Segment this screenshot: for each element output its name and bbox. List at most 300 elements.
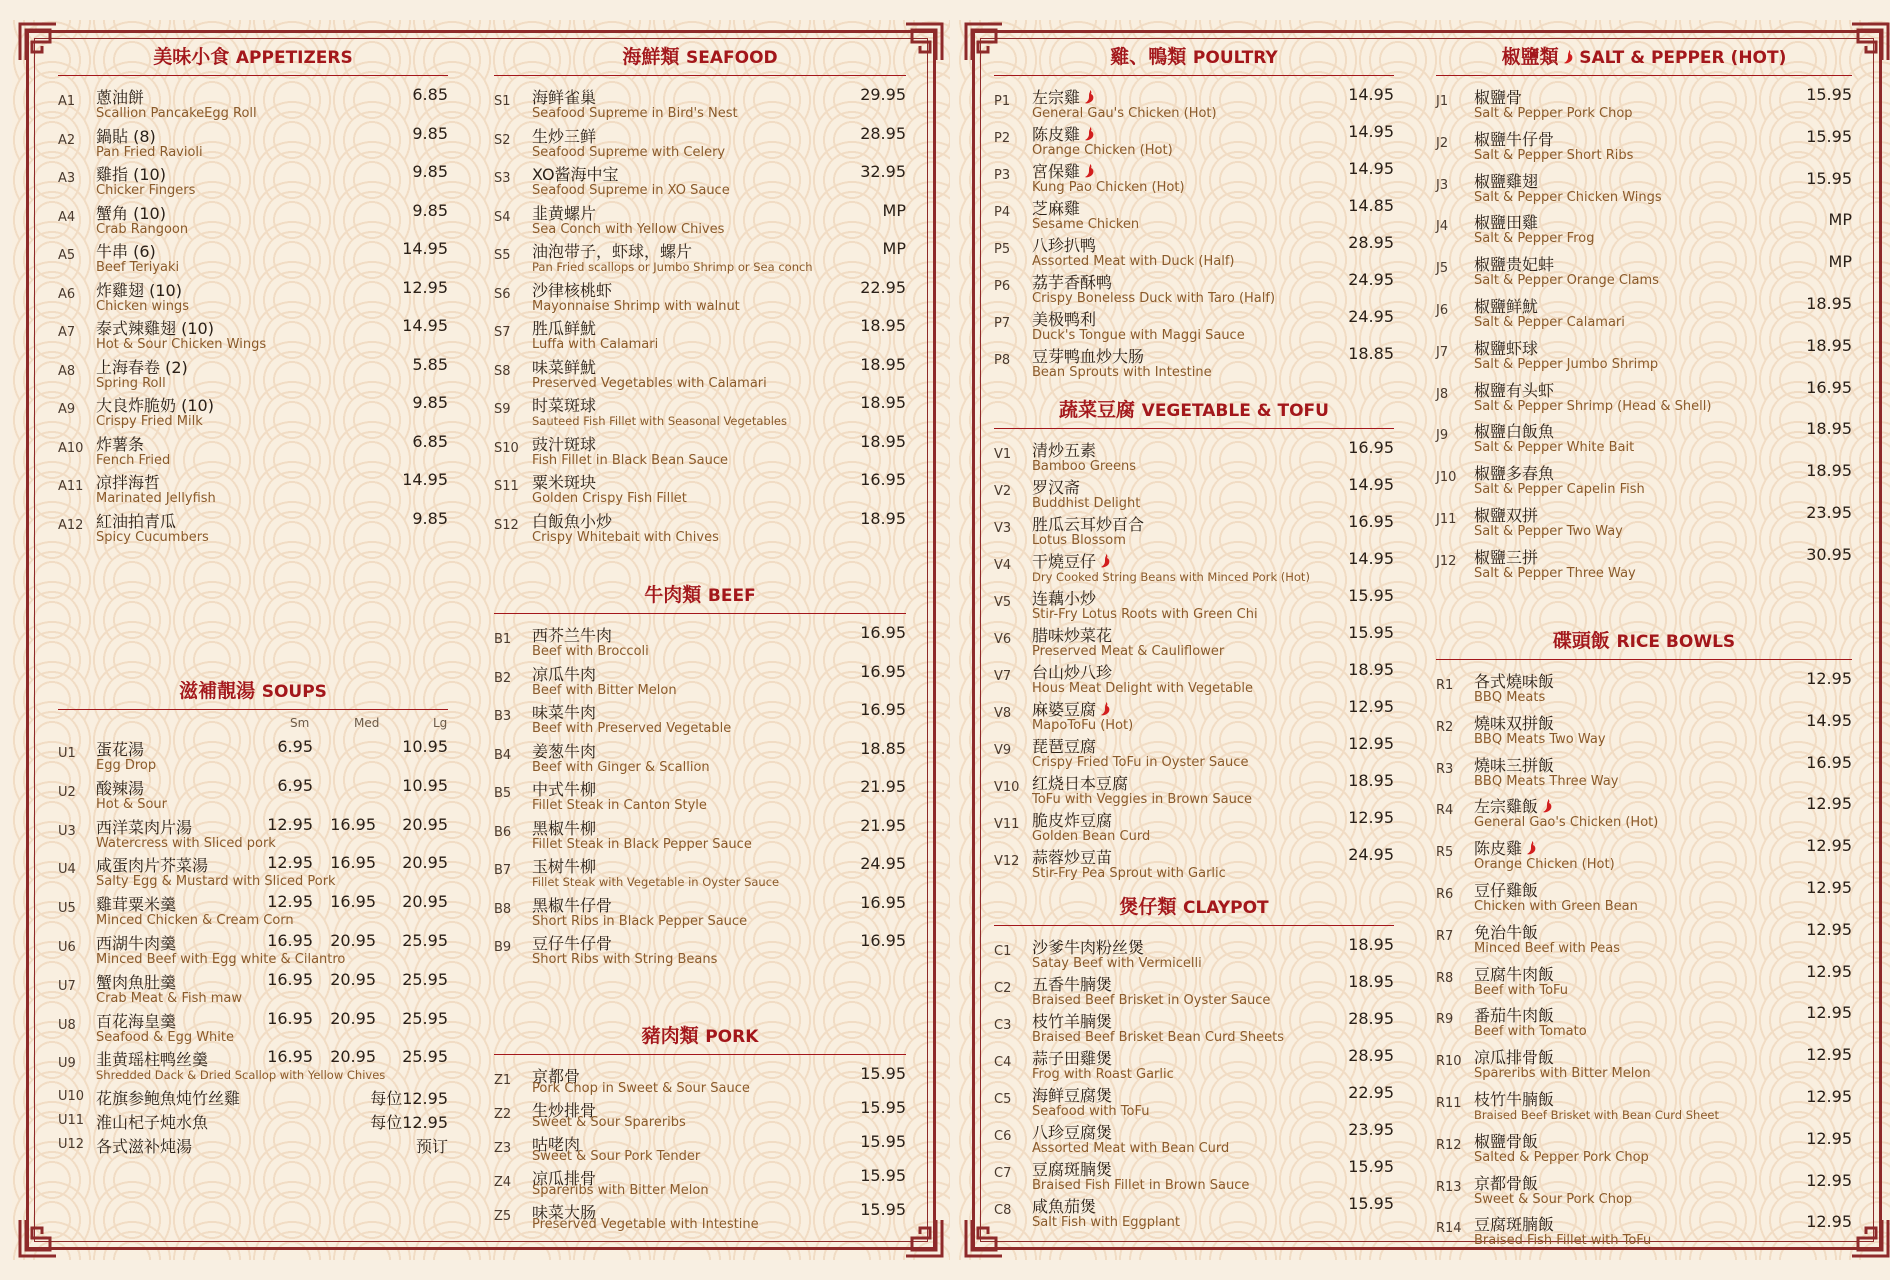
item-name-zh-text: 蔥油餅: [96, 88, 145, 107]
item-name-zh: [1032, 475, 1080, 498]
menu-item[interactable]: [994, 1006, 1394, 1043]
item-name-zh: [532, 623, 612, 646]
item-name-en: Preserved Vegetables with Calamari: [532, 375, 767, 391]
item-name-zh-text: 蒜子田雞煲: [1032, 1049, 1113, 1068]
section-title: 雞、鴨類 POULTRY: [1110, 46, 1278, 68]
item-code: U12: [58, 1137, 85, 1153]
price-medium: 20.95: [330, 969, 376, 989]
menu-item[interactable]: [1436, 249, 1852, 291]
item-name-en: Minced Chicken & Cream Corn: [96, 913, 294, 929]
menu-item[interactable]: [494, 313, 906, 352]
divider: [494, 75, 906, 76]
item-name-zh-text: 时菜斑球: [532, 396, 597, 415]
item-name-zh-text: 椒鹽有头虾: [1474, 380, 1555, 400]
menu-item[interactable]: [994, 230, 1394, 267]
item-name-en: Kung Pao Chicken (Hot): [1032, 180, 1185, 195]
menu-item[interactable]: [994, 768, 1394, 805]
menu-item[interactable]: [1436, 375, 1852, 417]
item-name-zh: [1032, 85, 1094, 108]
item-price: 15.95: [1806, 126, 1852, 146]
item-name-en: Watercress with Sliced pork: [96, 835, 276, 851]
item-code: U9: [58, 1056, 76, 1072]
item-name-zh-text: 豆腐牛肉飯: [1474, 964, 1555, 984]
item-name-en: Salty Egg & Mustard with Sliced Pork: [96, 874, 336, 890]
item-code: V4: [994, 558, 1012, 573]
item-price: 12.95: [1806, 1045, 1852, 1065]
soup-item[interactable]: [58, 1044, 448, 1083]
item-name-zh-text: 雞指 (10): [96, 165, 166, 184]
item-price: 15.95: [1806, 168, 1852, 188]
item-name-zh: [1032, 270, 1112, 293]
item-name-zh-text: 豆腐斑腩飯: [1474, 1215, 1555, 1235]
menu-item[interactable]: [1436, 542, 1852, 584]
item-code: P4: [994, 205, 1011, 220]
chili-pepper-icon: [1563, 50, 1573, 64]
item-name-zh: [1032, 438, 1096, 461]
menu-item[interactable]: [1436, 82, 1852, 124]
price-small: 16.95: [267, 1047, 313, 1067]
size-header: [58, 716, 448, 734]
item-name-zh: [532, 393, 596, 416]
menu-item[interactable]: [1436, 124, 1852, 166]
section-title: 美味小食 APPETIZERS: [153, 46, 353, 68]
price-large: 25.95: [402, 1047, 448, 1067]
menu-item[interactable]: [58, 121, 448, 160]
item-price: 15.95: [860, 1200, 906, 1219]
menu-item[interactable]: [58, 159, 448, 198]
item-code: Z3: [494, 1141, 512, 1156]
section-seafood: [494, 44, 906, 544]
item-name-zh: [1474, 336, 1538, 359]
price-medium: 16.95: [330, 814, 376, 834]
menu-item[interactable]: [994, 842, 1394, 879]
item-price: 12.95: [1806, 961, 1852, 981]
soup-item[interactable]: [58, 928, 448, 967]
item-name-zh: [532, 432, 596, 455]
menu-item[interactable]: [1436, 959, 1852, 1001]
item-name-en: Beef with Ginger & Scallion: [532, 759, 710, 775]
item-code: A1: [58, 94, 76, 109]
item-name-en: Fish Fillet in Black Bean Sauce: [532, 452, 729, 468]
menu-item[interactable]: [994, 472, 1394, 509]
menu-item[interactable]: [994, 731, 1394, 768]
item-name-en: Hous Meat Delight with Vegetable: [1032, 681, 1254, 696]
item-price: 14.85: [1348, 196, 1394, 215]
soup-item[interactable]: [58, 812, 448, 851]
item-name-zh: [1032, 549, 1110, 572]
item-name-zh-text: 枝竹牛腩飯: [1474, 1089, 1555, 1109]
divider: [58, 75, 448, 76]
menu-item[interactable]: [494, 851, 906, 890]
menu-item[interactable]: [994, 304, 1394, 341]
menu-item[interactable]: [494, 697, 906, 736]
menu-item[interactable]: [994, 435, 1394, 472]
menu-item[interactable]: [994, 1117, 1394, 1154]
menu-item[interactable]: [58, 506, 448, 545]
menu-item[interactable]: [994, 620, 1394, 657]
price-medium: 20.95: [330, 930, 376, 950]
item-price: 16.95: [860, 470, 906, 489]
item-code: P3: [994, 168, 1011, 183]
item-code: S8: [494, 363, 511, 379]
item-price: 12.95: [402, 277, 448, 297]
menu-item[interactable]: [994, 694, 1394, 731]
menu-item[interactable]: [58, 275, 448, 314]
item-name-zh: [532, 662, 596, 685]
price-large: 20.95: [402, 853, 448, 873]
menu-item[interactable]: [994, 805, 1394, 842]
item-name-zh: [1474, 878, 1538, 901]
item-name-en: Beef with Preserved Vegetable: [532, 721, 732, 736]
item-code: R11: [1436, 1095, 1462, 1111]
menu-item[interactable]: [494, 506, 906, 545]
item-code: C2: [994, 981, 1012, 996]
menu-item[interactable]: [994, 82, 1394, 119]
item-name-en: Sea Conch with Yellow Chives: [532, 221, 725, 237]
item-code: B1: [494, 632, 512, 647]
item-code: S9: [494, 402, 511, 417]
item-name-en: Frog with Roast Garlic: [1032, 1067, 1174, 1082]
item-price: 15.95: [1348, 1194, 1394, 1213]
item-name-zh: [1032, 1120, 1112, 1143]
menu-item[interactable]: [494, 352, 906, 391]
item-name-zh-text: 凉拌海哲: [96, 473, 161, 492]
menu-item[interactable]: [494, 1163, 906, 1197]
item-code: A12: [58, 517, 84, 533]
item-name-zh-text: 生炒排骨: [532, 1101, 597, 1120]
item-name-zh: [532, 278, 612, 301]
menu-item[interactable]: [494, 159, 906, 198]
item-price: 16.95: [1348, 438, 1394, 457]
item-name-en: Salted & Pepper Pork Chop: [1474, 1149, 1649, 1165]
item-name-en: Duck's Tongue with Maggi Sauce: [1032, 328, 1245, 343]
item-name-en: Buddhist Delight: [1032, 496, 1141, 511]
menu-item[interactable]: [494, 928, 906, 967]
menu-item[interactable]: [494, 736, 906, 775]
menu-item[interactable]: [1436, 458, 1852, 500]
item-price: 28.95: [1348, 233, 1394, 252]
menu-item[interactable]: [1436, 750, 1852, 792]
item-name-en: Stir-Fry Lotus Roots with Green Chi: [1032, 607, 1258, 622]
item-code: V12: [994, 854, 1020, 869]
menu-item[interactable]: [1436, 1000, 1852, 1042]
menu-item[interactable]: [58, 429, 448, 468]
item-name-en: Satay Beef with Vermicelli: [1032, 956, 1202, 971]
menu-item[interactable]: [494, 82, 906, 121]
item-name-en: Fench Fried: [96, 452, 171, 468]
menu-item[interactable]: [994, 583, 1394, 620]
chili-pepper-icon: [1542, 799, 1552, 813]
item-name-zh: [532, 124, 596, 147]
item-name-zh-text: 红烧日本豆腐: [1032, 774, 1129, 793]
item-name-zh-text: 牛串 (6): [96, 242, 156, 261]
item-price: 16.95: [1806, 752, 1852, 772]
price-small: 16.95: [267, 930, 313, 950]
menu-item[interactable]: [1436, 1209, 1852, 1251]
menu-item[interactable]: [1436, 166, 1852, 208]
divider: [994, 75, 1394, 76]
menu-item[interactable]: [494, 275, 906, 314]
item-code: B9: [494, 940, 512, 955]
menu-item[interactable]: [58, 198, 448, 237]
section-poultry: [994, 44, 1394, 378]
item-name-en: Braised Beef Brisket in Oyster Sauce: [1032, 993, 1271, 1008]
item-name-zh-text: 粟米斑块: [532, 473, 597, 492]
item-code: C5: [994, 1092, 1012, 1107]
menu-item[interactable]: [1436, 207, 1852, 249]
item-price: 16.95: [860, 700, 906, 719]
menu-item[interactable]: [58, 352, 448, 391]
item-price: 18.95: [860, 508, 906, 528]
item-name-zh: [1474, 794, 1552, 817]
item-name-en: Sesame Chicken: [1032, 217, 1140, 232]
item-code: V8: [994, 706, 1012, 721]
item-code: R6: [1436, 886, 1454, 902]
item-name-en: General Gau's Chicken (Hot): [1032, 106, 1217, 121]
menu-item[interactable]: [58, 236, 448, 275]
item-code: P7: [994, 316, 1011, 331]
item-name-zh: [1032, 771, 1128, 794]
item-code: Z5: [494, 1209, 512, 1224]
menu-item[interactable]: [994, 1080, 1394, 1117]
item-code: R12: [1436, 1137, 1462, 1153]
item-price: 14.95: [1348, 159, 1394, 178]
soup-extra-item[interactable]: [58, 1083, 448, 1107]
menu-item[interactable]: [1436, 875, 1852, 917]
section-title: 牛肉類 BEEF: [644, 584, 756, 606]
soup-item[interactable]: [58, 734, 448, 773]
item-code: S7: [494, 325, 511, 340]
menu-item[interactable]: [494, 1095, 906, 1129]
menu-item[interactable]: [494, 429, 906, 468]
menu-item[interactable]: [494, 890, 906, 929]
item-name-zh-text: 连藕小炒: [1032, 589, 1097, 608]
menu-item[interactable]: [1436, 666, 1852, 708]
chili-pepper-icon: [1526, 841, 1536, 855]
item-name-zh: [1474, 1003, 1554, 1026]
item-name-zh-text: 罗汉斋: [1032, 478, 1081, 497]
item-name-zh-text: 台山炒八珍: [1032, 663, 1113, 682]
item-price: 14.95: [1348, 475, 1394, 494]
item-name-en: Assorted Meat with Bean Curd: [1032, 1141, 1230, 1156]
menu-item[interactable]: [994, 657, 1394, 694]
menu-item[interactable]: [994, 119, 1394, 156]
soup-item[interactable]: [58, 850, 448, 889]
menu-item[interactable]: [494, 1061, 906, 1095]
menu-item[interactable]: [1436, 1126, 1852, 1168]
menu-item[interactable]: [1436, 1042, 1852, 1084]
chili-pepper-icon: [1084, 164, 1094, 178]
menu-item[interactable]: [994, 546, 1394, 583]
item-name-en: Salt & Pepper Pork Chop: [1474, 106, 1633, 121]
item-name-en: Salt & Pepper Jumbo Shrimp: [1474, 356, 1659, 372]
menu-item[interactable]: [994, 969, 1394, 1006]
item-name-en: Salt & Pepper Frog: [1474, 231, 1595, 247]
item-name-en: Seafood & Egg White: [96, 1029, 235, 1045]
menu-item[interactable]: [994, 509, 1394, 546]
item-price: 24.95: [1348, 845, 1394, 864]
item-price: 12.95: [1348, 697, 1394, 716]
menu-item[interactable]: [494, 390, 906, 429]
item-code: R8: [1436, 970, 1454, 986]
item-price: 12.95: [1348, 808, 1394, 827]
soup-item[interactable]: [58, 967, 448, 1006]
item-name-zh: [1032, 808, 1112, 831]
item-name-zh-text: 蟹角 (10): [96, 203, 166, 223]
item-name-zh: [1474, 503, 1538, 526]
menu-item[interactable]: [494, 467, 906, 506]
menu-item[interactable]: [58, 313, 448, 352]
section-appetizers: [58, 44, 448, 544]
menu-item[interactable]: [1436, 416, 1852, 458]
menu-item[interactable]: [1436, 500, 1852, 542]
item-name-zh-text: 麻婆豆腐: [1032, 700, 1097, 719]
item-name-zh-text: 味菜大肠: [532, 1203, 597, 1222]
item-name-zh: 雞茸粟米羹: [96, 895, 177, 915]
item-name-zh: [532, 85, 596, 108]
item-name-zh: [532, 854, 596, 877]
item-price: 18.95: [1348, 771, 1394, 790]
soup-item[interactable]: [58, 889, 448, 928]
item-name-zh-text: 椒鹽鲜魷: [1474, 296, 1539, 316]
item-price: MP: [882, 239, 906, 258]
item-name-zh: [1032, 660, 1112, 683]
menu-item[interactable]: [994, 267, 1394, 304]
item-name-en: BBQ Meats Three Way: [1474, 773, 1619, 789]
item-name-en: Assorted Meat with Duck (Half): [1032, 254, 1235, 269]
menu-item[interactable]: [994, 932, 1394, 969]
item-code: S12: [494, 517, 519, 533]
item-name-en: Seafood with ToFu: [1032, 1104, 1150, 1119]
menu-item[interactable]: [494, 774, 906, 813]
item-price: 12.95: [1806, 877, 1852, 897]
item-price: 12.95: [1348, 734, 1394, 753]
menu-item[interactable]: [1436, 291, 1852, 333]
item-name-en: Crab Rangoon: [96, 221, 189, 237]
item-name-en: Salt & Pepper Two Way: [1474, 523, 1623, 539]
menu-item[interactable]: [994, 156, 1394, 193]
item-code: B7: [494, 863, 512, 878]
menu-item[interactable]: [994, 1154, 1394, 1191]
item-name-zh-text: 上海春卷 (2): [96, 357, 188, 377]
item-name-en: Braised Beef Brisket with Bean Curd Sheet: [1474, 1107, 1719, 1122]
menu-item[interactable]: [1436, 708, 1852, 750]
item-code: P6: [994, 279, 1011, 294]
item-name-en: Hot & Sour Chicken Wings: [96, 337, 267, 352]
item-name-en: Lotus Blossom: [1032, 533, 1126, 548]
divider: [494, 1054, 906, 1055]
item-price: 18.95: [860, 354, 906, 374]
item-name-zh: 酸辣湯: [96, 778, 145, 798]
item-price: 18.95: [1806, 335, 1852, 355]
item-name-zh: 蟹肉魚肚羹: [96, 972, 177, 992]
soup-extra-item[interactable]: [58, 1107, 448, 1131]
item-price: 22.95: [860, 277, 906, 297]
item-name-zh-text: 陈皮雞: [1474, 839, 1523, 859]
item-name-zh: [1474, 378, 1554, 401]
section-pork: [494, 1023, 906, 1231]
menu-item[interactable]: [494, 1129, 906, 1163]
menu-item[interactable]: [58, 82, 448, 121]
menu-item[interactable]: [1436, 1084, 1852, 1126]
item-code: R13: [1436, 1179, 1462, 1195]
menu-item[interactable]: [494, 121, 906, 160]
item-code: R5: [1436, 845, 1454, 861]
item-code: J11: [1436, 511, 1457, 527]
corner-ornament: [902, 1216, 946, 1260]
item-code: V1: [994, 447, 1012, 462]
menu-item[interactable]: [1436, 833, 1852, 875]
item-name-zh-text: 鍋貼 (8): [96, 126, 156, 146]
item-name-en: Salt & Pepper Three Way: [1474, 565, 1636, 581]
menu-item[interactable]: [494, 659, 906, 698]
item-name-en: Salt & Pepper Orange Clams: [1474, 273, 1659, 289]
item-name-zh: [96, 162, 166, 185]
item-code: C3: [994, 1018, 1012, 1033]
item-name-zh-text: 椒鹽白飯魚: [1474, 422, 1555, 442]
menu-item[interactable]: [1436, 1168, 1852, 1210]
item-name-zh: [96, 355, 188, 378]
corner-ornament: [902, 20, 946, 64]
item-name-zh: [1474, 669, 1554, 692]
price-small: 16.95: [267, 1008, 313, 1028]
item-name-zh-text: 黑椒牛柳: [532, 818, 597, 838]
menu-item[interactable]: [494, 620, 906, 659]
item-name-zh: [1032, 196, 1080, 219]
menu-item[interactable]: [494, 236, 906, 275]
menu-item[interactable]: [994, 1043, 1394, 1080]
menu-item[interactable]: [994, 1191, 1394, 1228]
item-price: 12.95: [1806, 794, 1852, 814]
menu-item[interactable]: [494, 198, 906, 237]
item-name-zh-text: 咸魚茄煲: [1032, 1197, 1097, 1216]
item-name-en: BBQ Meats: [1474, 690, 1546, 705]
item-code: J8: [1436, 386, 1449, 402]
item-price: 12.95: [1806, 1170, 1852, 1190]
item-code: A2: [58, 132, 76, 148]
item-name-zh-text: 椒鹽多春魚: [1474, 464, 1555, 484]
section-title: 豬肉類 PORK: [641, 1025, 759, 1047]
menu-item[interactable]: [58, 467, 448, 506]
item-name-zh: [96, 432, 144, 455]
item-name-zh: [1474, 1171, 1538, 1194]
soup-item[interactable]: [58, 773, 448, 812]
soup-item[interactable]: [58, 1006, 448, 1045]
item-code: C7: [994, 1166, 1012, 1181]
item-code: S11: [494, 479, 519, 494]
item-name-zh: [1474, 962, 1554, 985]
menu-item[interactable]: [1436, 917, 1852, 959]
item-price: 18.95: [860, 431, 906, 451]
menu-item[interactable]: [1436, 791, 1852, 833]
item-code: P2: [994, 131, 1011, 146]
item-name-en: Crispy Boneless Duck with Taro (Half): [1032, 291, 1276, 306]
menu-item[interactable]: [994, 193, 1394, 230]
item-name-zh-text: 豆腐斑腩煲: [1032, 1160, 1113, 1179]
section-rice-bowls: [1436, 628, 1852, 1251]
item-name-zh: [532, 239, 692, 262]
price-large: 25.95: [402, 930, 448, 950]
price-medium: 20.95: [330, 1047, 376, 1067]
item-name-en: Braised Beef Brisket Bean Curd Sheets: [1032, 1030, 1284, 1045]
menu-item[interactable]: [1436, 333, 1852, 375]
menu-item[interactable]: [994, 341, 1394, 378]
item-code: J3: [1436, 177, 1449, 193]
soup-extra-item[interactable]: [58, 1131, 448, 1155]
menu-item[interactable]: [494, 813, 906, 852]
menu-item[interactable]: [58, 390, 448, 429]
menu-item[interactable]: [494, 1197, 906, 1231]
